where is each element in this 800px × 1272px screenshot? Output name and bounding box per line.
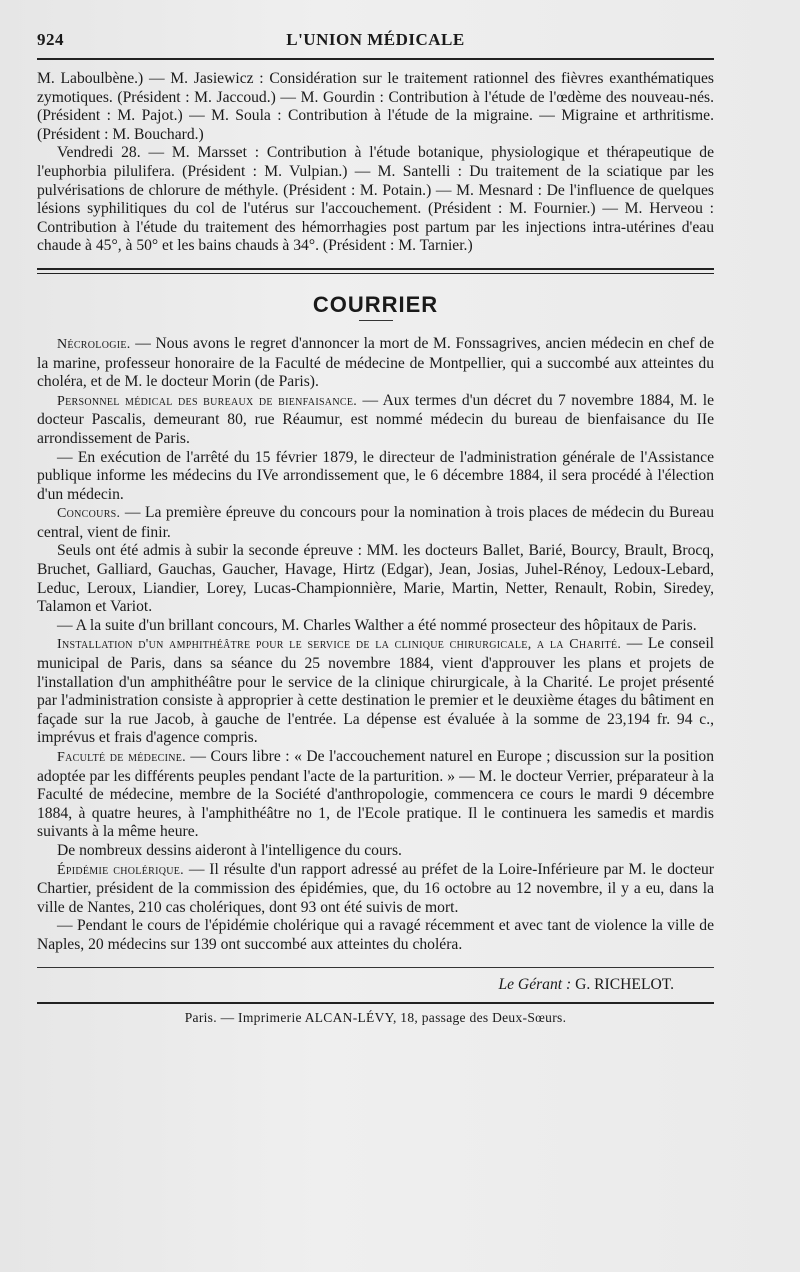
header-rule xyxy=(37,58,714,60)
concours-heading: Concours. xyxy=(57,506,121,522)
installation-paragraph: Installation d'un amphithéâtre pour le service de la clinique chirurgicale, a la Charité. — Le conseil municipal de Paris, dans sa séance du 25 novembre 1884, vient d'approuver les plans et projets de l'installation d'un amphithéâtre pour le service de la clinique chirurgicale, à la Charité. Le projet présenté par l'administration consiste à approprier à cette destination le premier et le deuxième étages du bâtiment en façade sur la rue Jacob, à gauche de l'entrée. La dépense est évaluée à la somme de 23,194 fr. 94 c., imprévus et frais d'agence compris. xyxy=(37,635,714,747)
gerant-name: G. RICHELOT. xyxy=(571,975,674,993)
faculte-paragraph-2: De nombreux dessins aideront à l'intelligence du cours. xyxy=(57,841,402,859)
intro-paragraph: Vendredi 28. — M. Marsset : Contribution à l'étude botanique, physiologique et thérapeutique de l'euphorbia pilulifera. (Président : M. Vulpian.) — M. Santelli : Du traitement de la sciatique par les pulvérisations de chlorure de méthyle. (Président : M. Potain.) — M. Mesnard : De l'influence de quelques lésions syphilitiques du col de l'utérus sur l'accouchement. (Président : M. Fournier.) — M. Herveou : Contribution à l'étude du traitement des hémorrhagies post partum par les injections intra-utérines d'eau chaude à 45°, à 50° et les bains chauds à 34°. (Président : M. Tarnier.) xyxy=(37,144,714,255)
installation-heading: Installation d'un amphithéâtre pour le service de la clinique chirurgicale, a la Charité. xyxy=(57,637,622,653)
section-divider xyxy=(37,268,714,274)
intro-block xyxy=(37,70,714,256)
necrologie-paragraph: Nécrologie. — Nous avons le regret d'annoncer la mort de M. Fonssagrives, ancien médecin en chef de la marine, professeur honoraire de la Faculté de médecine de Montpellier, qui a succombé aux atteintes du choléra, et de M. le docteur Morin (de Paris). xyxy=(37,334,714,391)
title-underline xyxy=(359,320,393,321)
footer-rule xyxy=(37,967,714,968)
concours-paragraph-2: Seuls ont été admis à subir la seconde épreuve : MM. les docteurs Ballet, Barié, Bourcy, Brault, Brocq, Bruchet, Galliard, Gauchas, Gaucher, Havage, Hirtz (Edgar), Jean, Josias, Juhel-Rénoy, Ledoux-Lebard, Leduc, Leroux, Liandier, Lorey, Lucas-Championnière, Marie, Martin, Netter, Renault, Robin, Siredey, Talamon et Variot. xyxy=(37,542,714,616)
epidemie-paragraph: Épidémie cholérique. — Il résulte d'un rapport adressé au préfet de la Loire-Inférieure par M. le docteur Chartier, président de la commission des épidémies, que, du 16 octobre au 12 novembre, il y a eu, dans la ville de Nantes, 210 cas cholériques, dont 93 ont été suivis de mort. xyxy=(37,860,714,916)
page-header xyxy=(37,30,714,56)
intro-paragraph: M. Laboulbène.) — M. Jasiewicz : Considération sur le traitement rationnel des fièvres exanthématiques zymotiques. (Président : M. Jaccoud.) — M. Gourdin : Contribution à l'étude de l'œdème des nouveau-nés. (Président : M. Pajot.) — M. Soula : Contribution à l'étude de la migraine. — Migraine et arthritisme. (Président : M. Bouchard.) xyxy=(37,70,714,143)
imprint-rule xyxy=(37,1002,714,1004)
personnel-paragraph: Personnel médical des bureaux de bienfaisance. — Aux termes d'un décret du 7 novembre 1884, M. le docteur Pascalis, demeurant 80, rue Réaumur, est nommé médecin du bureau de bienfaisance du IIe arrondissement de Paris. xyxy=(37,391,715,447)
gerant-line xyxy=(37,976,714,998)
faculte-heading: Faculté de médecine. xyxy=(57,750,186,765)
epidemie-paragraph-2: — Pendant le cours de l'épidémie cholérique qui a ravagé récemment et avec tant de violence la ville de Naples, 20 médecins sur 139 ont succombé aux atteintes du choléra. xyxy=(37,917,714,953)
courrier-body xyxy=(37,335,714,955)
faculte-paragraph: Faculté de médecine. — Cours libre : « De l'accouchement naturel en Europe ; discussion sur la position adoptée par les différents peuples pendant l'acte de la parturition. » — M. le docteur Verrier, préparateur à la Faculté de médecine, membre de la Société d'anthropologie, commencera ce cours le mardi 9 décembre 1884, à quatre heures, à l'amphithéâtre no 1, de l'Ecole pratique. Il le continuera les samedis et mardis suivants à la même heure. xyxy=(37,748,715,841)
personnel-paragraph-2: — En exécution de l'arrêté du 15 février 1879, le directeur de l'administration générale de l'Assistance publique informe les médecins du IVe arrondissement que, le 6 décembre 1884, il sera procédé à l'élection d'un médecin. xyxy=(37,448,714,503)
personnel-heading: Personnel médical des bureaux de bienfaisance. xyxy=(57,393,358,409)
section-title: COURRIER xyxy=(312,291,439,317)
journal-title: L'UNION MÉDICALE xyxy=(286,30,465,49)
epidemie-heading: Épidémie cholérique. xyxy=(57,862,184,878)
page-number: 924 xyxy=(37,30,64,49)
necrologie-heading: Nécrologie. xyxy=(57,336,131,352)
gerant-label: Le Gérant : xyxy=(498,975,572,993)
concours-paragraph-3: — A la suite d'un brillant concours, M. Charles Walther a été nommé prosecteur des hôpitaux de Paris. xyxy=(57,616,697,634)
printer-imprint: Paris. — Imprimerie ALCAN-LÉVY, 18, passage des Deux-Sœurs. xyxy=(184,1009,567,1025)
concours-paragraph: Concours. — La première épreuve du concours pour la nomination à trois places de médecin du Bureau central, vient de finir. xyxy=(37,504,714,541)
